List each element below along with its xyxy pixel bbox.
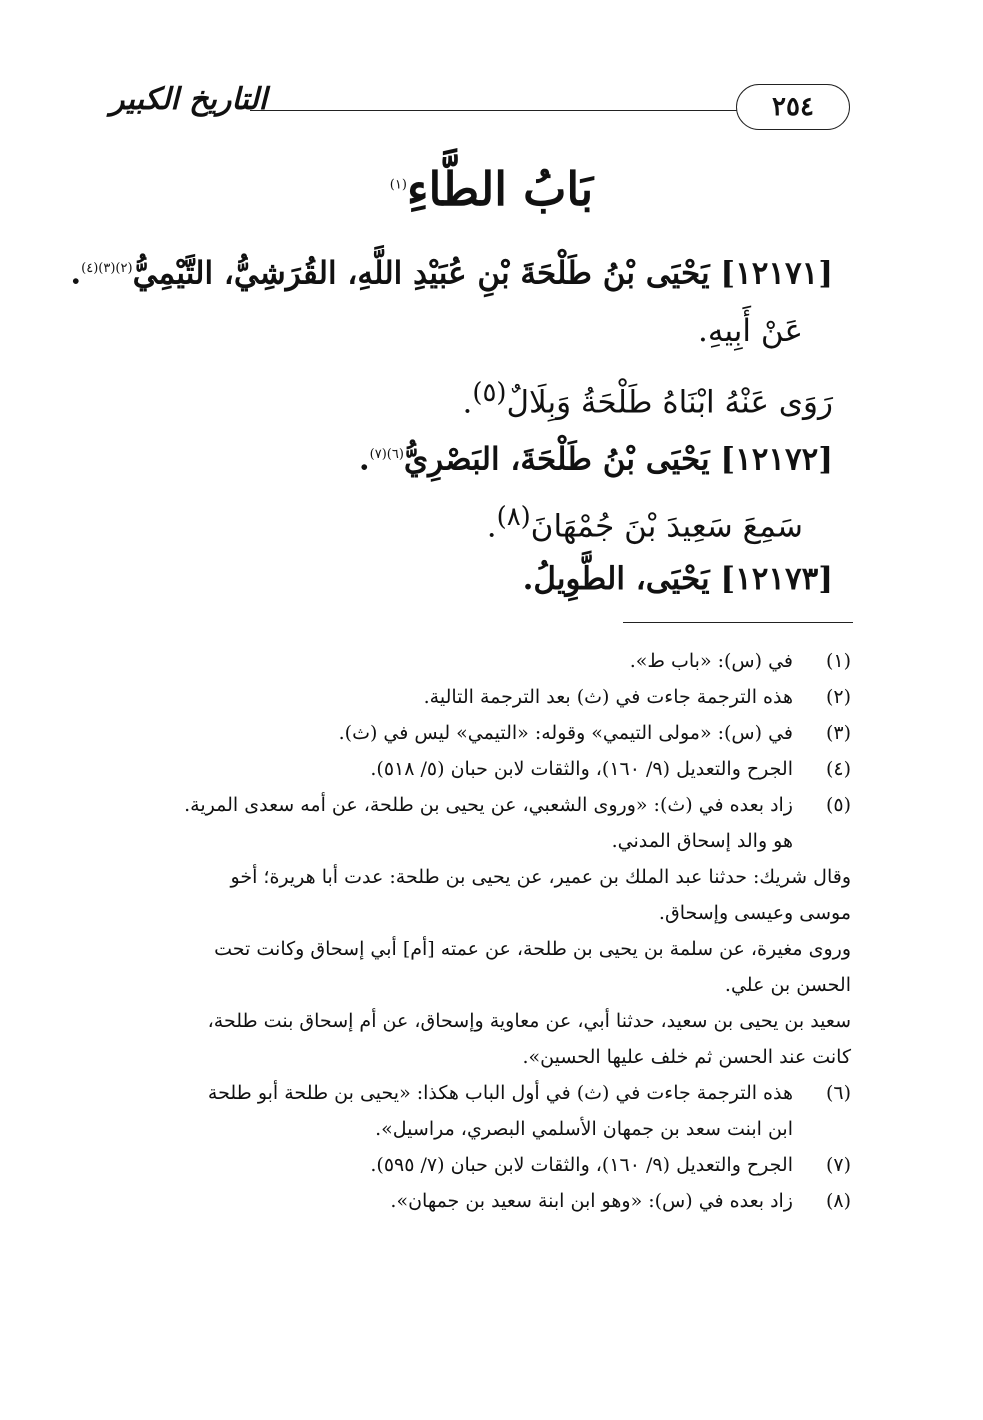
footnote-continuation: موسى وعيسى وإسحاق. bbox=[658, 902, 851, 924]
running-title: التاريخ الكبير bbox=[110, 82, 268, 117]
footnote-continuation: هو والد إسحاق المدني. bbox=[611, 830, 793, 852]
footnote-3 bbox=[109, 717, 851, 749]
entry-text bbox=[123, 362, 833, 424]
footnote-number: (٧) bbox=[825, 1154, 851, 1176]
entry-text: عَنْ أَبِيهِ. bbox=[697, 313, 803, 349]
footnote-1 bbox=[109, 645, 851, 677]
page-number: ٢٥٤ bbox=[736, 84, 850, 130]
footnote-text: في (س): «باب ط». bbox=[629, 650, 793, 672]
footnote-6 bbox=[109, 1077, 851, 1109]
footnote-2 bbox=[109, 681, 851, 713]
entry-name: يَحْيَى بْنُ طَلْحَةَ بْنِ عُبَيْدِ اللَّهِ، القُرَشِيُّ، التَّيْمِيُّ bbox=[132, 255, 710, 292]
entry-12173 bbox=[123, 548, 833, 610]
footnote-ref: (٢)(٣)(٤) bbox=[81, 261, 133, 276]
entry-12172 bbox=[123, 424, 833, 486]
footnote-text: الجرح والتعديل (٩/ ١٦٠)، والثقات لابن حبان (٧/ ٥٩٥). bbox=[370, 1154, 793, 1176]
entry-end: . bbox=[486, 508, 497, 545]
footnote-continuation: ابن ابنت سعد بن جمهان الأسلمي البصري، مراسيل». bbox=[375, 1118, 793, 1140]
footnote-ref: (٨) bbox=[496, 502, 531, 532]
footnote-text: زاد بعده في (ث): «وروى الشعبي، عن يحيى بن طلحة، عن أمه سعدى المرية. bbox=[184, 794, 793, 816]
footnote-continuation: وروى مغيرة، عن سلمة بن يحيى بن طلحة، عن عمته [أم] أبي إسحاق وكانت تحت bbox=[214, 938, 851, 960]
footnotes bbox=[109, 645, 851, 1221]
entry-12171 bbox=[70, 238, 833, 300]
footnote-number: (٨) bbox=[825, 1190, 851, 1212]
footnote-continuation: كانت عند الحسن ثم خلف عليها الحسين». bbox=[522, 1046, 851, 1068]
footnote-continuation: وقال شريك: حدثنا عبد الملك بن عمير، عن يحيى بن طلحة: عدت أبا هريرة؛ أخو bbox=[230, 866, 851, 888]
footnote-number: (٣) bbox=[825, 722, 851, 744]
footnote-text: هذه الترجمة جاءت في (ث) بعد الترجمة التالية. bbox=[423, 686, 793, 708]
entry-text bbox=[123, 486, 833, 548]
footnote-text: زاد بعده في (س): «وهو ابن ابنة سعيد بن جمهان». bbox=[390, 1190, 793, 1212]
footnote-text: في (س): «مولى التيمي» وقوله: «التيمي» ليس في (ث). bbox=[338, 722, 793, 744]
entry-number: [١٢١٧٢] bbox=[720, 441, 833, 478]
footnote-ref: (٦)(٧) bbox=[369, 447, 404, 462]
entry-text-span: سَمِعَ سَعِيدَ بْنَ جُمْهَانَ bbox=[530, 508, 803, 545]
entry-end: . bbox=[70, 255, 82, 292]
footnote-number: (٦) bbox=[825, 1082, 851, 1104]
chapter-heading bbox=[0, 162, 983, 216]
entry-text-span: رَوَى عَنْهُ ابْنَاهُ طَلْحَةُ وَبِلَالٌ bbox=[506, 384, 833, 421]
footnote-number: (٥) bbox=[825, 794, 851, 816]
footnote-number: (٤) bbox=[825, 758, 851, 780]
main-text bbox=[70, 238, 833, 610]
footnote-separator bbox=[623, 622, 853, 623]
footnote-continuation: الحسن بن علي. bbox=[724, 974, 851, 996]
footnote-number: (١) bbox=[825, 650, 851, 672]
entry-name: يَحْيَى بْنُ طَلْحَةَ، البَصْرِيُّ bbox=[403, 441, 710, 478]
chapter-title: بَابُ الطَّاءِ bbox=[406, 162, 594, 216]
footnote-8 bbox=[109, 1185, 851, 1217]
entry-number: [١٢١٧٣] bbox=[720, 561, 833, 597]
footnote-continuation: سعيد بن يحيى بن سعيد، حدثنا أبي، عن معاوية وإسحاق، عن أم إسحاق بنت طلحة، bbox=[207, 1010, 851, 1032]
footnote-7 bbox=[109, 1149, 851, 1181]
footnote-text: هذه الترجمة جاءت في (ث) في أول الباب هكذا: «يحيى بن طلحة أبو طلحة bbox=[207, 1082, 793, 1104]
entry-name: يَحْيَى، الطَّوِيلُ. bbox=[522, 561, 710, 597]
entry-end: . bbox=[358, 441, 370, 478]
entry-end: . bbox=[462, 384, 473, 421]
footnote-text: الجرح والتعديل (٩/ ١٦٠)، والثقات لابن حبان (٥/ ٥١٨). bbox=[370, 758, 793, 780]
entry-number: [١٢١٧١] bbox=[720, 255, 833, 292]
footnote-number: (٢) bbox=[825, 686, 851, 708]
footnote-ref: (٥) bbox=[472, 378, 507, 408]
footnote-5 bbox=[109, 789, 851, 821]
footnote-ref: (١) bbox=[389, 177, 407, 193]
page-header bbox=[110, 84, 850, 132]
footnote-4 bbox=[109, 753, 851, 785]
